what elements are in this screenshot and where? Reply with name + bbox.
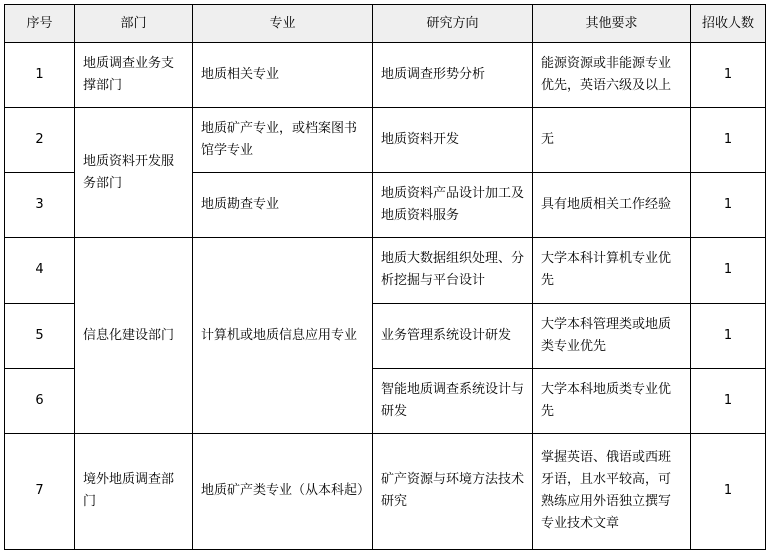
header-serial: 序号 bbox=[5, 5, 75, 43]
cell-department: 地质资料开发服务部门 bbox=[75, 108, 193, 238]
table-row bbox=[5, 238, 766, 303]
cell-major: 地质勘查专业 bbox=[193, 173, 373, 238]
cell-enrollment-count: 1 bbox=[691, 173, 766, 238]
table-row bbox=[5, 43, 766, 108]
cell-research-direction: 业务管理系统设计研发 bbox=[373, 303, 533, 368]
cell-major: 地质矿产专业，或档案图书馆学专业 bbox=[193, 108, 373, 173]
header-major: 专业 bbox=[193, 5, 373, 43]
cell-enrollment-count: 1 bbox=[691, 368, 766, 433]
header-other-requirements: 其他要求 bbox=[533, 5, 691, 43]
cell-other-requirements: 具有地质相关工作经验 bbox=[533, 173, 691, 238]
table-header-row bbox=[5, 5, 766, 43]
cell-other-requirements: 无 bbox=[533, 108, 691, 173]
cell-enrollment-count: 1 bbox=[691, 108, 766, 173]
cell-serial: 7 bbox=[5, 433, 75, 549]
cell-other-requirements: 掌握英语、俄语或西班牙语，且水平较高，可熟练应用外语独立撰写专业技术文章 bbox=[533, 433, 691, 549]
cell-research-direction: 地质大数据组织处理、分析挖掘与平台设计 bbox=[373, 238, 533, 303]
cell-serial: 1 bbox=[5, 43, 75, 108]
cell-serial: 2 bbox=[5, 108, 75, 173]
cell-other-requirements: 大学本科地质类专业优先 bbox=[533, 368, 691, 433]
table-row bbox=[5, 433, 766, 549]
cell-research-direction: 智能地质调查系统设计与研发 bbox=[373, 368, 533, 433]
cell-major: 计算机或地质信息应用专业 bbox=[193, 238, 373, 433]
cell-research-direction: 地质调查形势分析 bbox=[373, 43, 533, 108]
table-row bbox=[5, 108, 766, 173]
cell-other-requirements: 大学本科管理类或地质类专业优先 bbox=[533, 303, 691, 368]
cell-serial: 6 bbox=[5, 368, 75, 433]
cell-major: 地质矿产类专业（从本科起） bbox=[193, 433, 373, 549]
cell-enrollment-count: 1 bbox=[691, 433, 766, 549]
cell-serial: 4 bbox=[5, 238, 75, 303]
cell-enrollment-count: 1 bbox=[691, 43, 766, 108]
cell-research-direction: 矿产资源与环境方法技术研究 bbox=[373, 433, 533, 549]
cell-major: 地质相关专业 bbox=[193, 43, 373, 108]
cell-enrollment-count: 1 bbox=[691, 303, 766, 368]
cell-serial: 3 bbox=[5, 173, 75, 238]
cell-serial: 5 bbox=[5, 303, 75, 368]
header-research-direction: 研究方向 bbox=[373, 5, 533, 43]
header-enrollment-count: 招收人数 bbox=[691, 5, 766, 43]
cell-department: 信息化建设部门 bbox=[75, 238, 193, 433]
cell-research-direction: 地质资料产品设计加工及地质资料服务 bbox=[373, 173, 533, 238]
cell-department: 地质调查业务支撑部门 bbox=[75, 43, 193, 108]
recruitment-table bbox=[4, 4, 766, 550]
cell-other-requirements: 能源资源或非能源专业优先，英语六级及以上 bbox=[533, 43, 691, 108]
cell-department: 境外地质调查部门 bbox=[75, 433, 193, 549]
cell-enrollment-count: 1 bbox=[691, 238, 766, 303]
cell-other-requirements: 大学本科计算机专业优先 bbox=[533, 238, 691, 303]
header-department: 部门 bbox=[75, 5, 193, 43]
cell-research-direction: 地质资料开发 bbox=[373, 108, 533, 173]
